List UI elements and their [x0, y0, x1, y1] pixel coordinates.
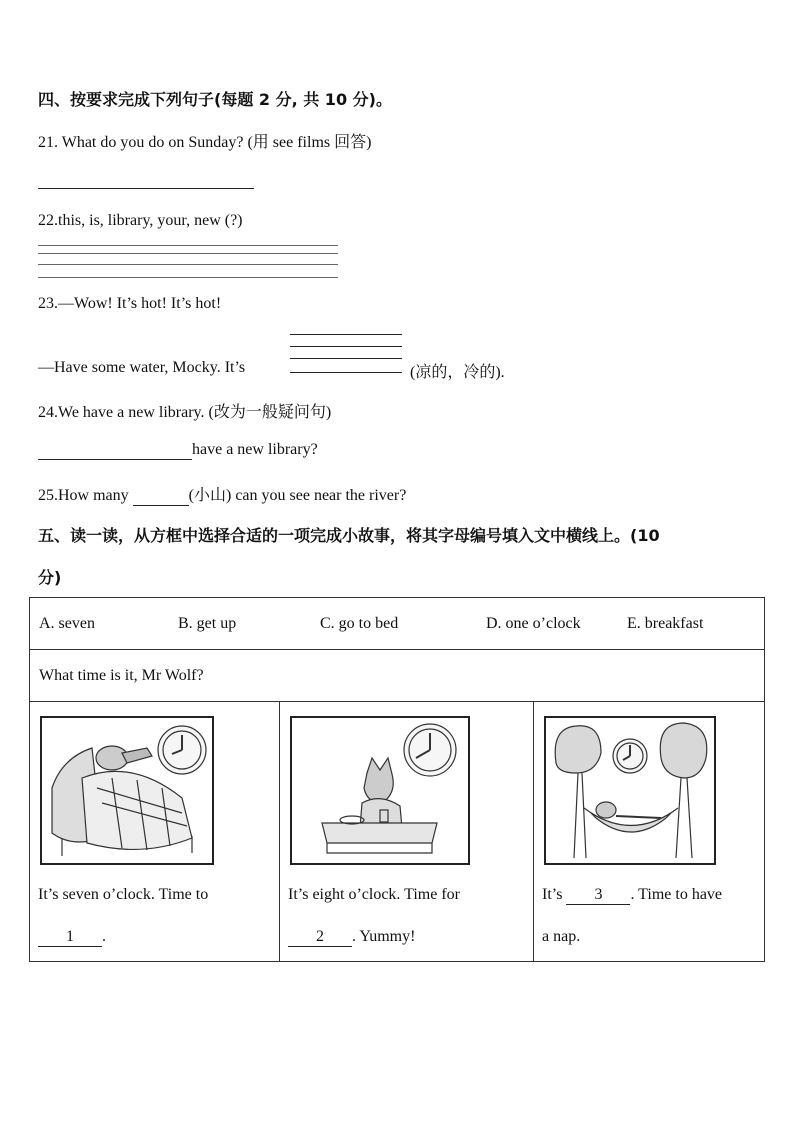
question-21: 21. What do you do on Sunday? (用 see films 回答) [38, 134, 372, 151]
answer-line-22a[interactable] [38, 245, 338, 246]
panel-2-text-line2 [288, 916, 529, 958]
question-24-answer [38, 441, 318, 460]
panel-3-after: . Time to have [630, 886, 723, 903]
panel-1-text-line1: It’s seven o’clock. Time to [38, 886, 209, 903]
wolf-in-bed-illustration [40, 716, 214, 865]
answer-blank-3[interactable]: 3 [566, 886, 630, 905]
question-25-prefix: 25.How many [38, 487, 129, 504]
panel-3-text-line1 [542, 874, 760, 916]
answer-line-21[interactable] [38, 188, 254, 189]
panel-1 [30, 702, 280, 962]
option-e: E. breakfast [627, 615, 704, 632]
panel-2-text-line1: It’s eight o’clock. Time for [288, 886, 460, 903]
question-23-line2: —Have some water, Mocky. It’s [38, 359, 246, 376]
answer-line-22c[interactable] [38, 264, 338, 265]
story-title: What time is it, Mr Wolf? [39, 667, 204, 684]
answer-blank-24[interactable] [38, 441, 192, 460]
answer-line-23d[interactable] [290, 372, 402, 373]
option-c: C. go to bed [320, 615, 399, 632]
section4-heading: 四、按要求完成下列句子(每题 2 分, 共 10 分)。 [38, 90, 392, 109]
section5-heading-line2: 分) [38, 568, 62, 587]
question-24: 24.We have a new library. (改为一般疑问句) [38, 404, 332, 421]
story-title-row [30, 650, 765, 702]
answer-blank-1[interactable]: 1 [38, 928, 102, 947]
answer-line-22d[interactable] [38, 277, 338, 278]
question-23-hint: (凉的，冷的). [410, 364, 505, 381]
question-23-line1: 23.—Wow! It’s hot! It’s hot! [38, 295, 222, 312]
option-b: B. get up [178, 615, 237, 632]
wolf-in-hammock-illustration [544, 716, 716, 865]
answer-line-23a[interactable] [290, 334, 402, 335]
question-24-answer-suffix: have a new library? [192, 441, 318, 458]
panel-3 [534, 702, 765, 962]
options-row [30, 598, 765, 650]
panel-2-after: . Yummy! [352, 928, 416, 945]
panel-1-text-line2 [38, 916, 275, 958]
question-25 [38, 482, 406, 506]
wolf-at-breakfast-illustration [290, 716, 470, 865]
answer-blank-25[interactable] [133, 487, 189, 506]
panel-2 [280, 702, 534, 962]
answer-line-22b[interactable] [38, 253, 338, 254]
question-25-suffix: (小山) can you see near the river? [188, 487, 407, 504]
panel-3-before: It’s [542, 886, 563, 903]
panel-1-after: . [102, 928, 106, 945]
question-22: 22.this, is, library, your, new (?) [38, 212, 243, 229]
answer-line-23b[interactable] [290, 346, 402, 347]
option-a: A. seven [39, 615, 95, 632]
answer-blank-2[interactable]: 2 [288, 928, 352, 947]
option-d: D. one o’clock [486, 615, 581, 632]
section5-heading-line1: 五、读一读，从方框中选择合适的一项完成小故事，将其字母编号填入文中横线上。(10 [38, 526, 660, 545]
story-box [29, 597, 765, 962]
answer-line-23c[interactable] [290, 358, 402, 359]
panel-3-text-line2: a nap. [542, 928, 581, 945]
